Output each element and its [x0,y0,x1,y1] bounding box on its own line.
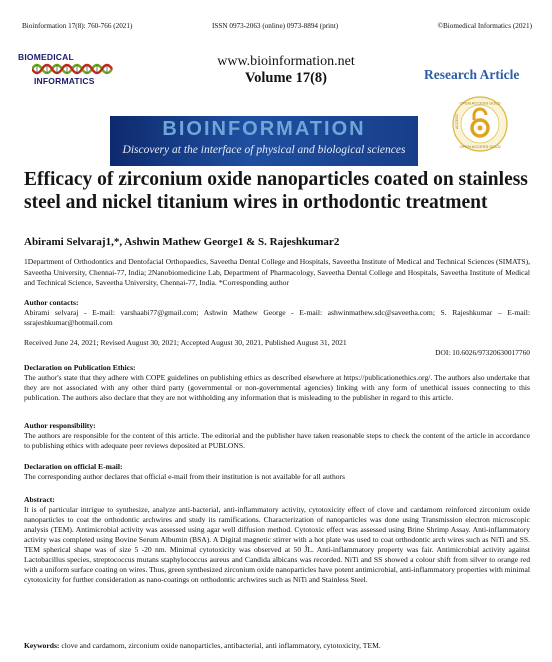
contacts-heading: Author contacts: [24,298,79,307]
email-declaration-section [24,462,530,482]
badge-top-text: OPEN ACCESS GOLD [459,100,501,106]
ethics-text: The author's state that they adhere with COPE guidelines on publishing ethics as described elsewhere at https://publicationethics.org/. The authors also undertake that they are not associated with any other third party (governmental or non-governmental agencies) linking with any form of unethical issues connecting to this publication. The authors also declare that they are not withholding any information that is misleading to the publisher in regard to this article. [24,373,530,402]
journal-citation: Bioinformation 17(8): 760-766 (2021) [22,22,133,30]
email-decl-heading: Declaration on official E-mail: [24,462,123,471]
journal-volume: Volume 17(8) [244,70,328,86]
article-type: Research Article [424,67,520,82]
author-list: Abirami Selvaraj1,*, Ashwin Mathew George1 & S. Rajeshkumar2 [24,236,340,248]
keywords-section [24,641,530,651]
keywords-text: clove and cardamom, zirconium oxide nanoparticles, antibacterial, anti inflammatory, cytotoxicity, TEM. [61,641,381,650]
keywords-heading: Keywords: [24,641,60,650]
logo-line2: INFORMATICS [34,76,95,86]
affiliations: 1Department of Orthodontics and Dentofacial Orthopaedics, Saveetha Dental College and Hospitals, Saveetha Institute of Medical and Technical Sciences (SIMATS), Saveetha University, Chennai-77, India; 2Nanobiomedicine Lab, Department of Pharmacology, Saveetha Dental College and Hospitals, Saveetha Institute of Medical and Technical Science, Saveetha University, Chennai-77, India. *Corresponding author [24,257,530,288]
banner-title: BIOINFORMATION [162,118,366,140]
responsibility-heading: Author responsibility: [24,421,96,430]
abstract-section [24,495,530,585]
bioinformation-banner [110,116,418,166]
responsibility-section [24,421,530,451]
copyright: ©Biomedical Informatics (2021) [437,22,532,30]
issn: ISSN 0973-2063 (online) 0973-8894 (print) [212,22,339,30]
journal-info [186,53,386,87]
badge-bottom-text: OPEN ACCESS GOLD [459,144,501,149]
ethics-section [24,363,530,403]
dna-wave-icon [32,61,116,77]
banner-tagline: Discovery at the interface of physical and biological sciences [122,144,406,156]
doi[interactable]: DOI: 10.6026/97320630017760 [435,348,530,357]
author-contacts-section [24,298,530,328]
open-access-lock-icon [452,96,508,152]
contacts-text: Abirami selvaraj - E-mail: varshaabi77@gmail.com; Ashwin Mathew George - E-mail: ashwinmathew.sdc@saveetha.com; S. Rajeshkumar – E-mail: ssrajeshkumar@hotmail.com [24,308,530,327]
abstract-heading: Abstract: [24,495,55,504]
logo-line1: BIOMEDICAL [18,52,74,62]
responsibility-text: The authors are responsible for the content of this article. The editorial and the publisher have taken reasonable steps to check the content of the article in accordance to publishing ethics with adequate peer reviews deposited at PUBLONS. [24,431,530,450]
badge-side-text: ACCESS [455,114,459,129]
abstract-text: It is of particular intrigue to synthesize, analyze anti-bacterial, anti-inflammatory activity, cytotoxicity effect of clove and cardamom reinforced zirconium oxide nanoparticles to coat the orthodontic archwires and study its ramifications. Characterization of nanoparticles was done using Transmission electron microscopic analysis (TEM). Antimicrobial activity was assessed using agar well diffusion method. Cytotoxic effect was assessed using Brine Shrimp Assay. Anti-inflammatory activity was completed using Bovine Serum Albumin (BSA). A Digital magnetic stirrer with a hot plate was used to coat orthodontic arch wires such as NiTi and SS. TEM spherical shape was of size 5 -20 nm. Minimal cytotoxicity was observed at 50 ĴL. Anti-inflammatory property was fair. Antimicrobial activity against Lactobacillus species, streptococcus mutans staphylococcus aureus and Candida albicans was recorded. NiTi and SS showed a colour shift from silver to orange red with a uniform surface coating on wires. Thus, green synthesized zirconium oxide nanoparticles have potent antimicrobial, anti-inflammatory properties with minimal cytotoxicity for further consideration as nano-coatings on orthodontic archwires such as NiTi and Stainless Steel. [24,505,530,584]
open-access-gold-badge [452,96,508,152]
biomedical-informatics-logo [18,52,128,88]
email-decl-text: The corresponding author declares that official e-mail from their institution is not available for all authors [24,472,346,481]
dates: Received June 24, 2021; Revised August 30, 2021; Accepted August 30, 2021, Published August 31, 2021 [24,338,347,347]
ethics-heading: Declaration on Publication Ethics: [24,363,136,372]
article-title: Efficacy of zirconium oxide nanoparticles coated on stainless steel and nickel titanium wires in orthodontic treatment [24,169,528,213]
journal-website[interactable]: www.bioinformation.net [217,54,355,69]
